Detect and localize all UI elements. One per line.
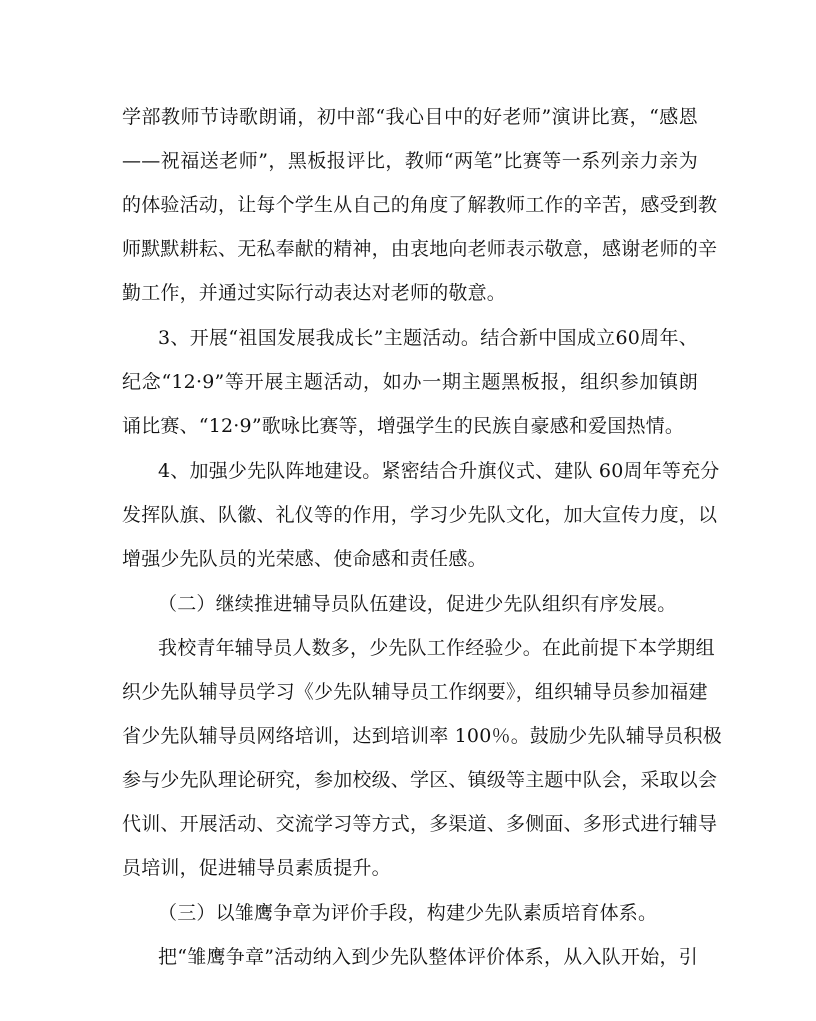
paragraph-line: 的体验活动，让每个学生从自己的角度了解教师工作的辛苦，感受到教 <box>122 194 718 216</box>
paragraph-line: 参与少先队理论研究，参加校级、学区、镇级等主题中队会，采取以会 <box>122 769 718 791</box>
paragraph-line: 我校青年辅导员人数多，少先队工作经验少。在此前提下本学期组 <box>158 637 715 659</box>
paragraph-line: 勤工作，并通过实际行动表达对老师的敬意。 <box>122 282 507 304</box>
section-heading: （三）以雏鹰争章为评价手段，构建少先队素质培育体系。 <box>158 902 658 924</box>
paragraph-line: 学部教师节诗歌朗诵，初中部“我心目中的好老师”演讲比赛，“感恩 <box>122 106 698 128</box>
paragraph-line: 发挥队旗、队徽、礼仪等的作用，学习少先队文化，加大宣传力度，以 <box>122 504 718 526</box>
paragraph-line: 诵比赛、“12·9”歌咏比赛等，增强学生的民族自豪感和爱国热情。 <box>122 415 685 437</box>
section-heading: （二）继续推进辅导员队伍建设，促进少先队组织有序发展。 <box>158 593 677 615</box>
paragraph-line: 增强少先队员的光荣感、使命感和责任感。 <box>122 548 487 570</box>
paragraph-line: 员培训，促进辅导员素质提升。 <box>122 857 391 879</box>
paragraph-line: 把“雏鹰争章”活动纳入到少先队整体评价体系，从入队开始，引 <box>158 946 698 968</box>
paragraph-line: 省少先队辅导员网络培训，达到培训率 100％。鼓励少先队辅导员积极 <box>122 725 722 747</box>
paragraph-line: 纪念“12·9”等开展主题活动，如办一期主题黑板报，组织参加镇朗 <box>122 371 698 393</box>
paragraph-line: 代训、开展活动、交流学习等方式，多渠道、多侧面、多形式进行辅导 <box>122 813 718 835</box>
paragraph-line: 3、开展“祖国发展我成长”主题活动。结合新中国成立60周年、 <box>158 327 698 349</box>
paragraph-line: 师默默耕耘、无私奉献的精神，由衷地向老师表示敬意，感谢老师的辛 <box>122 238 718 260</box>
paragraph-line: 4、加强少先队阵地建设。紧密结合升旗仪式、建队 60周年等充分 <box>158 460 720 482</box>
paragraph-line: 织少先队辅导员学习《少先队辅导员工作纲要》，组织辅导员参加福建 <box>122 681 708 703</box>
paragraph-line: ——祝福送老师”，黑板报评比，教师“两笔”比赛等一系列亲力亲为 <box>122 150 698 172</box>
